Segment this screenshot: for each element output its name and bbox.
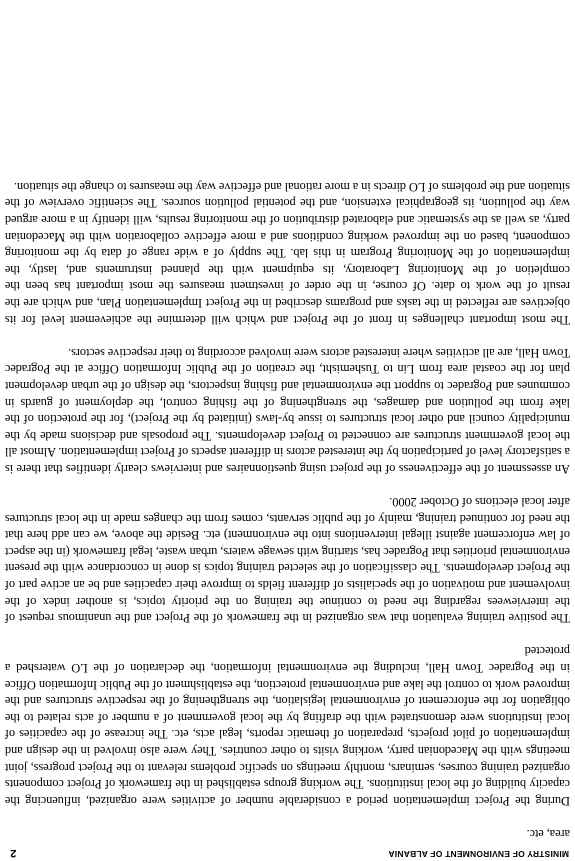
- paragraph-continuation: area, etc.: [526, 827, 570, 841]
- document-body: [5, 178, 570, 842]
- paragraph-training-evaluation: The positive training evaluation that was organized in the framework of the Project and the unanimous request of the interviewees regarding the need to continue the training on the priority topics, is another index of the involvement and motivation of the specialists of different fields to improve their capacities and be an active part of the Project developments. The classification of the selected training topics is done in concordance with the present environmental priorities that Pogradec has, starting with sewage waters, urban waste, legal framework (in the aspect of law enforcement against illegal interventions into the environment) etc. Beside the above, we can add here that the need for continued training, mainly of the public servants, comes from the changes made in the local structures after local elections of October 2000.: [5, 495, 570, 626]
- paragraph-capacity-building: During the Project implementation period a considerable number of activities were organized, influencing the capacity building of the local institutions. The working groups established in the framework of Project components organized training courses, seminars, monthly meetings on specific problems relevant to the Project progress, joint meetings with the Macedonian party, working visits to other countries. They were also involved in the design and implementation of pilot projects, preparation of thematic reports, legal acts, etc. The increase of the capacities of local institutions were demonstrated with the drafting by the local government of a number of acts related to the obligation for the enforcement of environmental legislation, the strengthening of the respective structures and the improved work to control the lake and environmental protection, the establishment of the Public Information Office in the Pogradec Town Hall, including the environmental information, the declaration of the LO watershed a protected: [5, 644, 570, 808]
- paragraph-challenges: The most important challenges in front of the Project and which will determine the achievement level for its objectives are reflected in the tasks and programs described in the Project Implementation Plan, and which are the result of the work to date. Of course, in the order of investment measures the most important has been the completion of the Monitoring Laboratory, its equipment with the planned instruments and, lastly, the implementation of the Monitoring Program in this lab. The supply of a wide range of data by the monitoring component, based on the improved working conditions and a more effective collaboration with the Macedonian party, as well as the systematic and elaborated distribution of the monitoring results, will identify in a more argued way the pollution, its geographical extension, and the potential pollution sources. The scientific overview of the situation and the problems of LO directs in a more rational and effective way the measures to change the situation.: [5, 179, 570, 327]
- page-number: 2: [10, 847, 17, 859]
- running-title: MINISTRY OF ENVIRONMENT OF ALBANIA: [388, 849, 569, 859]
- page-header: [6, 845, 569, 859]
- paragraph-effectiveness-assessment: An assessment of the effectiveness of the project using questionnaires and interviews clearly identifies that there is a satisfactory level of participation by the interested actors in different aspects of Project implementation. Almost all the local government structures are connected to Project developments. The proposals and decisions made by the municipality council and other local structures to issue by-laws (initiated by the Project), for the protection of the lake from the pollution and damages, the strengthening of the fishing control, the deployment of guards in communes and Pogradec to support the environmental and fishing inspectors, the design of the urban development plan for the coastal area from Lin to Tushemisht, the creation of the Public Information Office at the Pogradec Town Hall, are all activities where interested actors were involved according to their respective sectors.: [5, 345, 570, 476]
